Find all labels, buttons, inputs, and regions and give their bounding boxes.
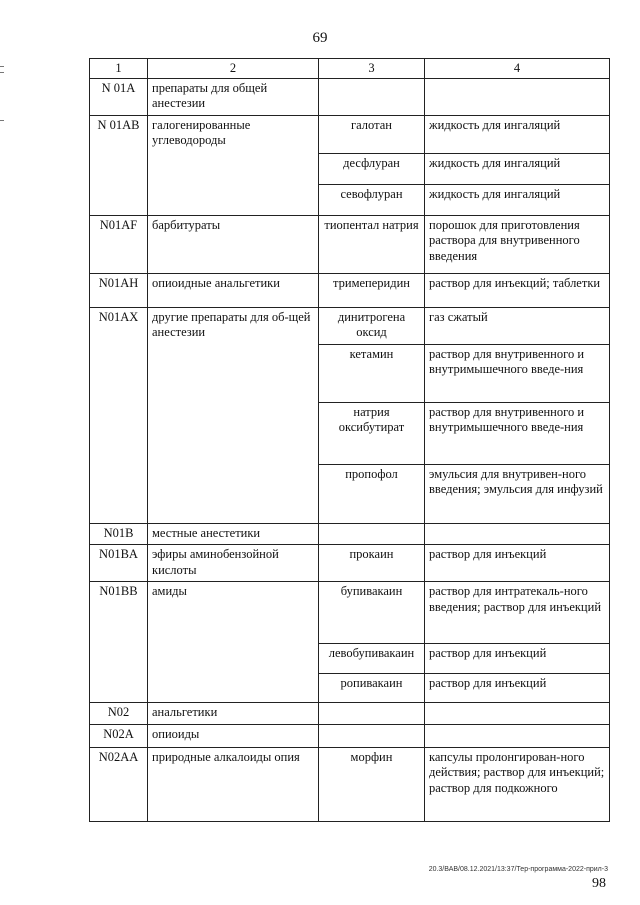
margin-mark: [0, 72, 4, 73]
drug-name-cell: натрия оксибутират: [319, 402, 425, 464]
dosage-form-cell: жидкость для ингаляций: [425, 115, 610, 153]
anatomical-group-cell: опиоидные анальгетики: [148, 273, 319, 307]
atc-code-cell: N01AX: [90, 307, 148, 523]
anatomical-group-cell: опиоиды: [148, 724, 319, 747]
table-row: [90, 115, 610, 153]
column-header: 3: [319, 59, 425, 79]
atc-code-cell: N 01A: [90, 78, 148, 115]
atc-code-cell: N01BB: [90, 582, 148, 703]
drug-name-cell: тиопентал натрия: [319, 215, 425, 273]
drug-name-cell: севофлуран: [319, 184, 425, 215]
drug-name-cell: морфин: [319, 747, 425, 821]
atc-code-cell: N01B: [90, 523, 148, 545]
atc-code-cell: N02A: [90, 724, 148, 747]
anatomical-group-cell: амиды: [148, 582, 319, 703]
dosage-form-cell: [425, 523, 610, 545]
dosage-form-cell: эмульсия для внутривен-ного введения; эмульсия для инфузий: [425, 464, 610, 523]
table-row: [90, 724, 610, 747]
sheet-number: 98: [592, 876, 606, 891]
drug-name-cell: пропофол: [319, 464, 425, 523]
atc-code-cell: N02: [90, 703, 148, 725]
drug-name-cell: левобупивакаин: [319, 644, 425, 674]
table-row: [90, 307, 610, 344]
dosage-form-cell: раствор для инъекций: [425, 674, 610, 703]
dosage-form-cell: порошок для приготовления раствора для внутривенного введения: [425, 215, 610, 273]
atc-code-cell: N01AF: [90, 215, 148, 273]
table-row: [90, 545, 610, 582]
drug-name-cell: [319, 724, 425, 747]
table-row: [90, 215, 610, 273]
dosage-form-cell: [425, 724, 610, 747]
anatomical-group-cell: галогенированные углеводороды: [148, 115, 319, 215]
anatomical-group-cell: другие препараты для об-щей анестезии: [148, 307, 319, 523]
drug-table: [89, 58, 610, 822]
atc-code-cell: N01BA: [90, 545, 148, 582]
drug-name-cell: прокаин: [319, 545, 425, 582]
table-row: [90, 582, 610, 644]
table-row: [90, 78, 610, 115]
dosage-form-cell: [425, 703, 610, 725]
column-header: 2: [148, 59, 319, 79]
drug-name-cell: галотан: [319, 115, 425, 153]
table-row: [90, 273, 610, 307]
dosage-form-cell: газ сжатый: [425, 307, 610, 344]
dosage-form-cell: [425, 78, 610, 115]
table-row: [90, 747, 610, 821]
dosage-form-cell: раствор для инъекций: [425, 644, 610, 674]
table-row: [90, 703, 610, 725]
column-header: 1: [90, 59, 148, 79]
atc-code-cell: N02AA: [90, 747, 148, 821]
dosage-form-cell: раствор для внутривенного и внутримышечного введе-ния: [425, 344, 610, 402]
drug-name-cell: ропивакаин: [319, 674, 425, 703]
drug-name-cell: тримеперидин: [319, 273, 425, 307]
page-number: 69: [312, 30, 328, 46]
atc-code-cell: N01AH: [90, 273, 148, 307]
dosage-form-cell: раствор для инъекций: [425, 545, 610, 582]
table-header-row: [90, 59, 610, 79]
anatomical-group-cell: барбитураты: [148, 215, 319, 273]
margin-mark: [0, 66, 4, 67]
drug-name-cell: бупивакаин: [319, 582, 425, 644]
anatomical-group-cell: местные анестетики: [148, 523, 319, 545]
column-header: 4: [425, 59, 610, 79]
dosage-form-cell: жидкость для ингаляций: [425, 184, 610, 215]
anatomical-group-cell: природные алкалоиды опия: [148, 747, 319, 821]
dosage-form-cell: раствор для инъекций; таблетки: [425, 273, 610, 307]
dosage-form-cell: жидкость для ингаляций: [425, 153, 610, 184]
dosage-form-cell: капсулы пролонгирован-ного действия; раствор для инъекций; раствор для подкожного: [425, 747, 610, 821]
dosage-form-cell: раствор для внутривенного и внутримышечного введе-ния: [425, 402, 610, 464]
dosage-form-cell: раствор для интратекаль-ного введения; раствор для инъекций: [425, 582, 610, 644]
table-row: [90, 523, 610, 545]
document-code: 20.3/ВАВ/08.12.2021/13:37/Тер-программа-2022-прил-3: [428, 866, 608, 873]
anatomical-group-cell: препараты для общей анестезии: [148, 78, 319, 115]
drug-name-cell: десфлуран: [319, 153, 425, 184]
atc-code-cell: N 01AB: [90, 115, 148, 215]
anatomical-group-cell: эфиры аминобензойной кислоты: [148, 545, 319, 582]
drug-name-cell: [319, 703, 425, 725]
drug-name-cell: [319, 523, 425, 545]
anatomical-group-cell: анальгетики: [148, 703, 319, 725]
margin-mark: [0, 120, 4, 121]
drug-name-cell: кетамин: [319, 344, 425, 402]
drug-name-cell: динитрогена оксид: [319, 307, 425, 344]
drug-name-cell: [319, 78, 425, 115]
